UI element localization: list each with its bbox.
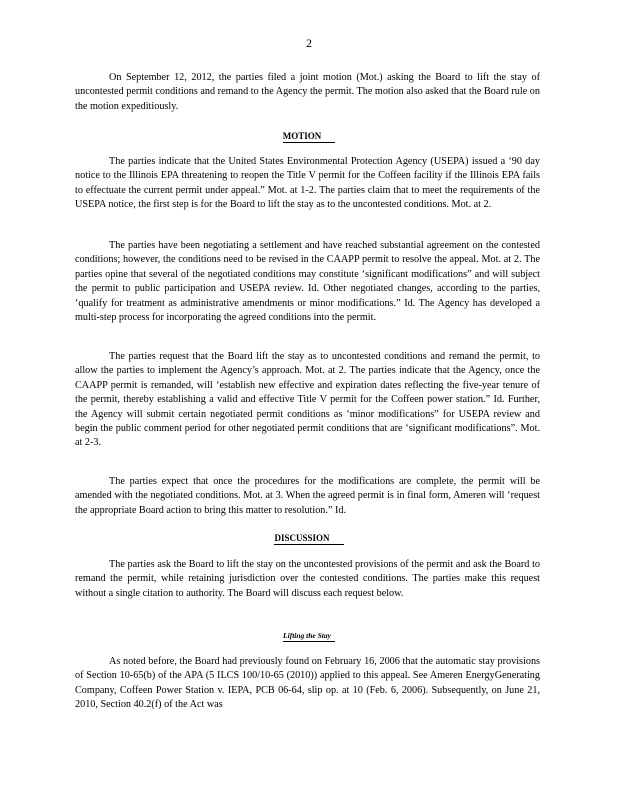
heading-lifting-stay [0, 631, 618, 642]
paragraph-discussion: The parties ask the Board to lift the stay on the uncontested provisions of the permit and ask the Board to remand the permit, while retaining jurisdiction over the contested conditions. The parties make this request without a single citation to authority. The Board will discuss each request below. [75, 559, 540, 599]
paragraph-settlement: The parties have been negotiating a settlement and have reached substantial agreement on the contested conditions; however, the conditions need to be revised in the CAAPP permit to resolve the appeal. Mot. at 2. The parties opine that several of the negotiated conditions may constitute ‘significant modifications” and will subject the permit to public participation and USEPA review. Id. Other negotiated changes, according to the parties, ‘qualify for treatment as administrative amendments or minor modifications.” Id. The Agency has developed a multi-step process for incorporating the agreed conditions into the permit. [75, 240, 540, 324]
page-number: 2 [306, 36, 312, 50]
heading-motion-text: MOTION [283, 131, 336, 143]
heading-lifting-stay-text: Lifting the Stay [283, 631, 335, 642]
paragraph-motion-filed: On September 12, 2012, the parties filed a joint motion (Mot.) asking the Board to lift the stay of uncontested permit conditions and remand to the Agency the permit. The motion also asked that the Board rule on the motion expeditiously. [75, 72, 540, 112]
heading-discussion [0, 533, 618, 545]
paragraph-usepa-notice: The parties indicate that the United States Environmental Protection Agency (USEPA) issued a ‘90 day notice to the Illinois EPA threatening to reopen the Title V permit for the Coffeen facility if the Illinois EPA fails to effectuate the current permit under appeal.” Mot. at 1-2. The parties claim that to meet the requirements of the USEPA notice, the first step is for the Board to lift the stay as to the uncontested conditions. Mot. at 2. [75, 156, 540, 211]
paragraph-procedures: The parties expect that once the procedures for the modifications are complete, the permit will be amended with the negotiated conditions. Mot. at 3. When the agreed permit is in final form, Ameren will ‘request the appropriate Board action to bring this matter to resolution.” Id. [75, 476, 540, 516]
heading-motion [0, 131, 618, 143]
paragraph-request: The parties request that the Board lift the stay as to uncontested conditions and remand the permit, to allow the parties to implement the Agency’s approach. Mot. at 2. The parties indicate that the Agency, once the CAAPP permit is remanded, will ‘establish new effective and expiration dates reflecting the five-year tenure of the permit, thereby establishing a valid and effective Title V permit for the Coffeen power station.” Id. Further, the Agency will submit certain negotiated permit conditions as ‘minor modifications” for USEPA review and begin the public comment period for other negotiated permit conditions that are ‘significant modifications”. Mot. at 2-3. [75, 351, 540, 449]
heading-discussion-text: DISCUSSION [274, 533, 343, 545]
paragraph-lifting-stay: As noted before, the Board had previously found on February 16, 2006 that the automatic stay provisions of Section 10-65(b) of the APA (5 ILCS 100/10-65 (2010)) applied to this appeal. See Ameren EnergyGenerating Company, Coffeen Power Station v. IEPA, PCB 06-64, slip op. at 10 (Feb. 6, 2006). Subsequently, on June 21, 2010, Section 40.2(f) of the Act was [75, 656, 540, 711]
